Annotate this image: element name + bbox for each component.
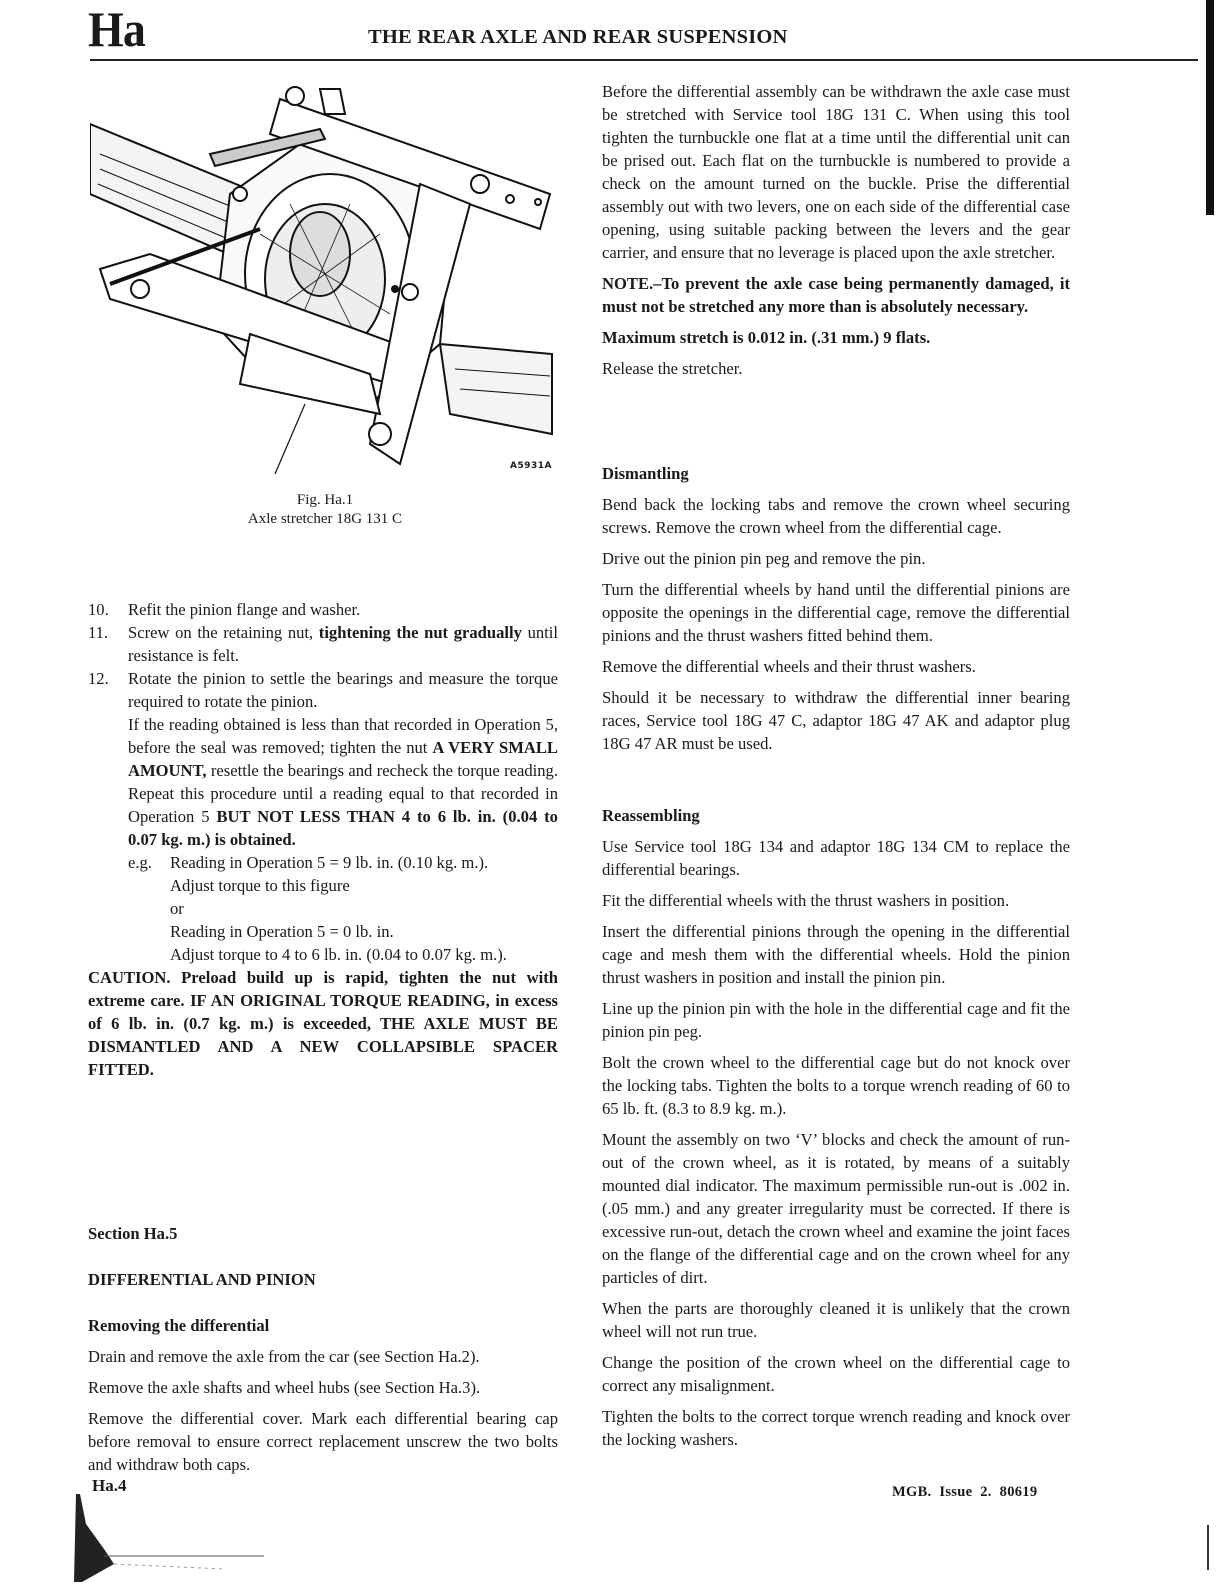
- section-title-block: [88, 1268, 558, 1299]
- section-title: DIFFERENTIAL AND PINION: [88, 1270, 316, 1289]
- step-11: [88, 621, 558, 667]
- step-number: 10.: [88, 600, 109, 619]
- paragraph: Should it be necessary to withdraw the differential inner bearing races, Service tool 18G 47 C, adaptor 18G 47 AK and adaptor plug 18G 47 AR must be used.: [602, 688, 1070, 753]
- example-line: Adjust torque to this figure: [170, 876, 350, 895]
- figure-caption: [160, 491, 490, 529]
- paragraph: Remove the differential wheels and their thrust washers.: [602, 657, 976, 676]
- reassembling-heading: Reassembling: [602, 806, 700, 825]
- paragraph: Use Service tool 18G 134 and adaptor 18G 134 CM to replace the differential bearings.: [602, 837, 1070, 879]
- removing-heading: Removing the differential: [88, 1316, 270, 1335]
- example-block: [88, 851, 558, 966]
- step-emphasis: tightening the nut gradually: [318, 623, 522, 642]
- step-text-part: If the reading obtained is less than that recorded in Operation 5, before the seal was removed; tighten the nut: [128, 715, 558, 757]
- note: NOTE.–To prevent the axle case being permanently damaged, it must not be stretched any more than is absolutely necessary.: [602, 274, 1070, 316]
- header-divider: [90, 59, 1198, 61]
- paragraph: Bend back the locking tabs and remove the crown wheel securing screws. Remove the crown wheel from the differential cage.: [602, 495, 1070, 537]
- figure-number: Fig. Ha.1: [296, 492, 354, 508]
- paragraph: Remove the axle shafts and wheel hubs (see Section Ha.3).: [88, 1378, 481, 1397]
- paragraph: Bolt the crown wheel to the differential cage but do not knock over the locking tabs. Tighten the bolts to a torque wrench reading of 60 to 65 lb. ft. (8.3 to 8.9 kg. m.).: [602, 1053, 1070, 1118]
- paragraph: Before the differential assembly can be withdrawn the axle case must be stretched with Service tool 18G 131 C. When using this tool tighten the turnbuckle one flat at a time until the differential unit can be prised out. Each flat on the turnbuckle is numbered to provide a check on the amount turned on the buckle. Prise the differential assembly out with two levers, one on each side of the differential case opening, using suitable packing between the levers and the gear carrier, and ensure that no leverage is placed upon the axle stretcher.: [602, 82, 1070, 262]
- paragraph: Change the position of the crown wheel on the differential cage to correct any misalignment.: [602, 1353, 1070, 1395]
- figure-reference-label: A5931A: [510, 461, 552, 471]
- example-line: Adjust torque to 4 to 6 lb. in. (0.04 to 0.07 kg. m.).: [170, 945, 507, 964]
- example-label: e.g.: [128, 853, 152, 872]
- step-text: until resistance is felt.: [128, 623, 558, 665]
- step-10: [88, 598, 558, 621]
- dismantling-heading: Dismantling: [602, 464, 689, 483]
- dismantling-section: [602, 462, 1070, 763]
- step-text-part: resettle the bearings and recheck the torque reading. Repeat this procedure until a reading equal to that recorded in Operation 5: [128, 761, 558, 826]
- step-emphasis: A VERY SMALL AMOUNT,: [128, 738, 558, 780]
- left-column: [88, 598, 558, 1081]
- step-text: [128, 713, 558, 851]
- paragraph: When the parts are thoroughly cleaned it is unlikely that the crown wheel will not run true.: [602, 1299, 1070, 1341]
- paragraph: Remove the differential cover. Mark each differential bearing cap before removal to ensure correct replacement unscrew the two bolts and withdraw both caps.: [88, 1409, 558, 1474]
- axle-stretcher-illustration: [90, 84, 560, 484]
- example-line: Reading in Operation 5 = 0 lb. in.: [170, 922, 394, 941]
- section-mark: Ha: [88, 1, 145, 57]
- step-emphasis: 4 to 6 lb. in. (0.04 to 0.07 kg. m.) is obtained.: [128, 807, 558, 849]
- publication-info: MGB. Issue 2. 80619: [892, 1484, 1038, 1500]
- scan-smudge: [74, 1494, 274, 1584]
- paragraph: Line up the pinion pin with the hole in the differential cage and fit the pinion pin peg.: [602, 999, 1070, 1041]
- step-number: 11.: [88, 623, 109, 642]
- step-text: Screw on the retaining nut,: [128, 623, 319, 642]
- page-title: THE REAR AXLE AND REAR SUSPENSION: [368, 26, 788, 48]
- step-text: Rotate the pinion to settle the bearings and measure the torque required to rotate the pinion.: [128, 669, 558, 711]
- removing-section: [88, 1314, 558, 1484]
- paragraph: Release the stretcher.: [602, 359, 743, 378]
- paragraph: Drain and remove the axle from the car (see Section Ha.2).: [88, 1347, 480, 1366]
- example-line: or: [170, 899, 184, 918]
- paragraph: Drive out the pinion pin peg and remove the pin.: [602, 549, 926, 568]
- page-reference: Ha.4: [92, 1476, 127, 1495]
- figure-title: Axle stretcher 18G 131 C: [247, 511, 403, 527]
- example-line: Reading in Operation 5 = 9 lb. in. (0.10 kg. m.).: [170, 853, 489, 872]
- section-heading: [88, 1222, 558, 1253]
- paragraph: Mount the assembly on two ‘V’ blocks and check the amount of run-out of the crown wheel, as it is rotated, by means of a suitably mounted dial indicator. The maximum permissible run-out is .002 in. (.05 mm.) and any greater irregularity must be corrected. If there is excessive run-out, detach the crown wheel and examine the joint faces on the flange of the differential cage and on the crown wheel for any particles of dirt.: [602, 1130, 1070, 1287]
- max-stretch-spec: Maximum stretch is 0.012 in. (.31 mm.) 9 flats.: [602, 328, 931, 347]
- step-number: 12.: [88, 669, 109, 688]
- caution-note: CAUTION. Preload build up is rapid, tighten the nut with extreme care. IF AN ORIGINAL TORQUE READING, in excess of 6 lb. in. (0.7 kg. m.) is exceeded, THE AXLE MUST BE DISMANTLED AND A NEW COLLAPSIBLE SPACER FITTED.: [88, 968, 558, 1079]
- paragraph: Fit the differential wheels with the thrust washers in position.: [602, 891, 1010, 910]
- scan-edge-bar: [1206, 0, 1214, 215]
- reassembling-section: [602, 804, 1070, 1459]
- paragraph: Insert the differential pinions through the opening in the differential cage and mesh them with the differential wheels. Hold the pinion thrust washers in position and install the pinion pin.: [602, 922, 1070, 987]
- scan-edge-mark: [1207, 1525, 1209, 1570]
- right-column: [602, 80, 1070, 388]
- paragraph: Turn the differential wheels by hand until the differential pinions are opposite the openings in the differential cage, remove the differential pinions and the thrust washers fitted behind them.: [602, 580, 1070, 645]
- step-emphasis: BUT NOT LESS THAN: [216, 807, 395, 826]
- step-text: Refit the pinion flange and washer.: [128, 600, 361, 619]
- section-number: Section Ha.5: [88, 1224, 178, 1243]
- paragraph: Tighten the bolts to the correct torque wrench reading and knock over the locking washers.: [602, 1407, 1070, 1449]
- step-12: [88, 667, 558, 851]
